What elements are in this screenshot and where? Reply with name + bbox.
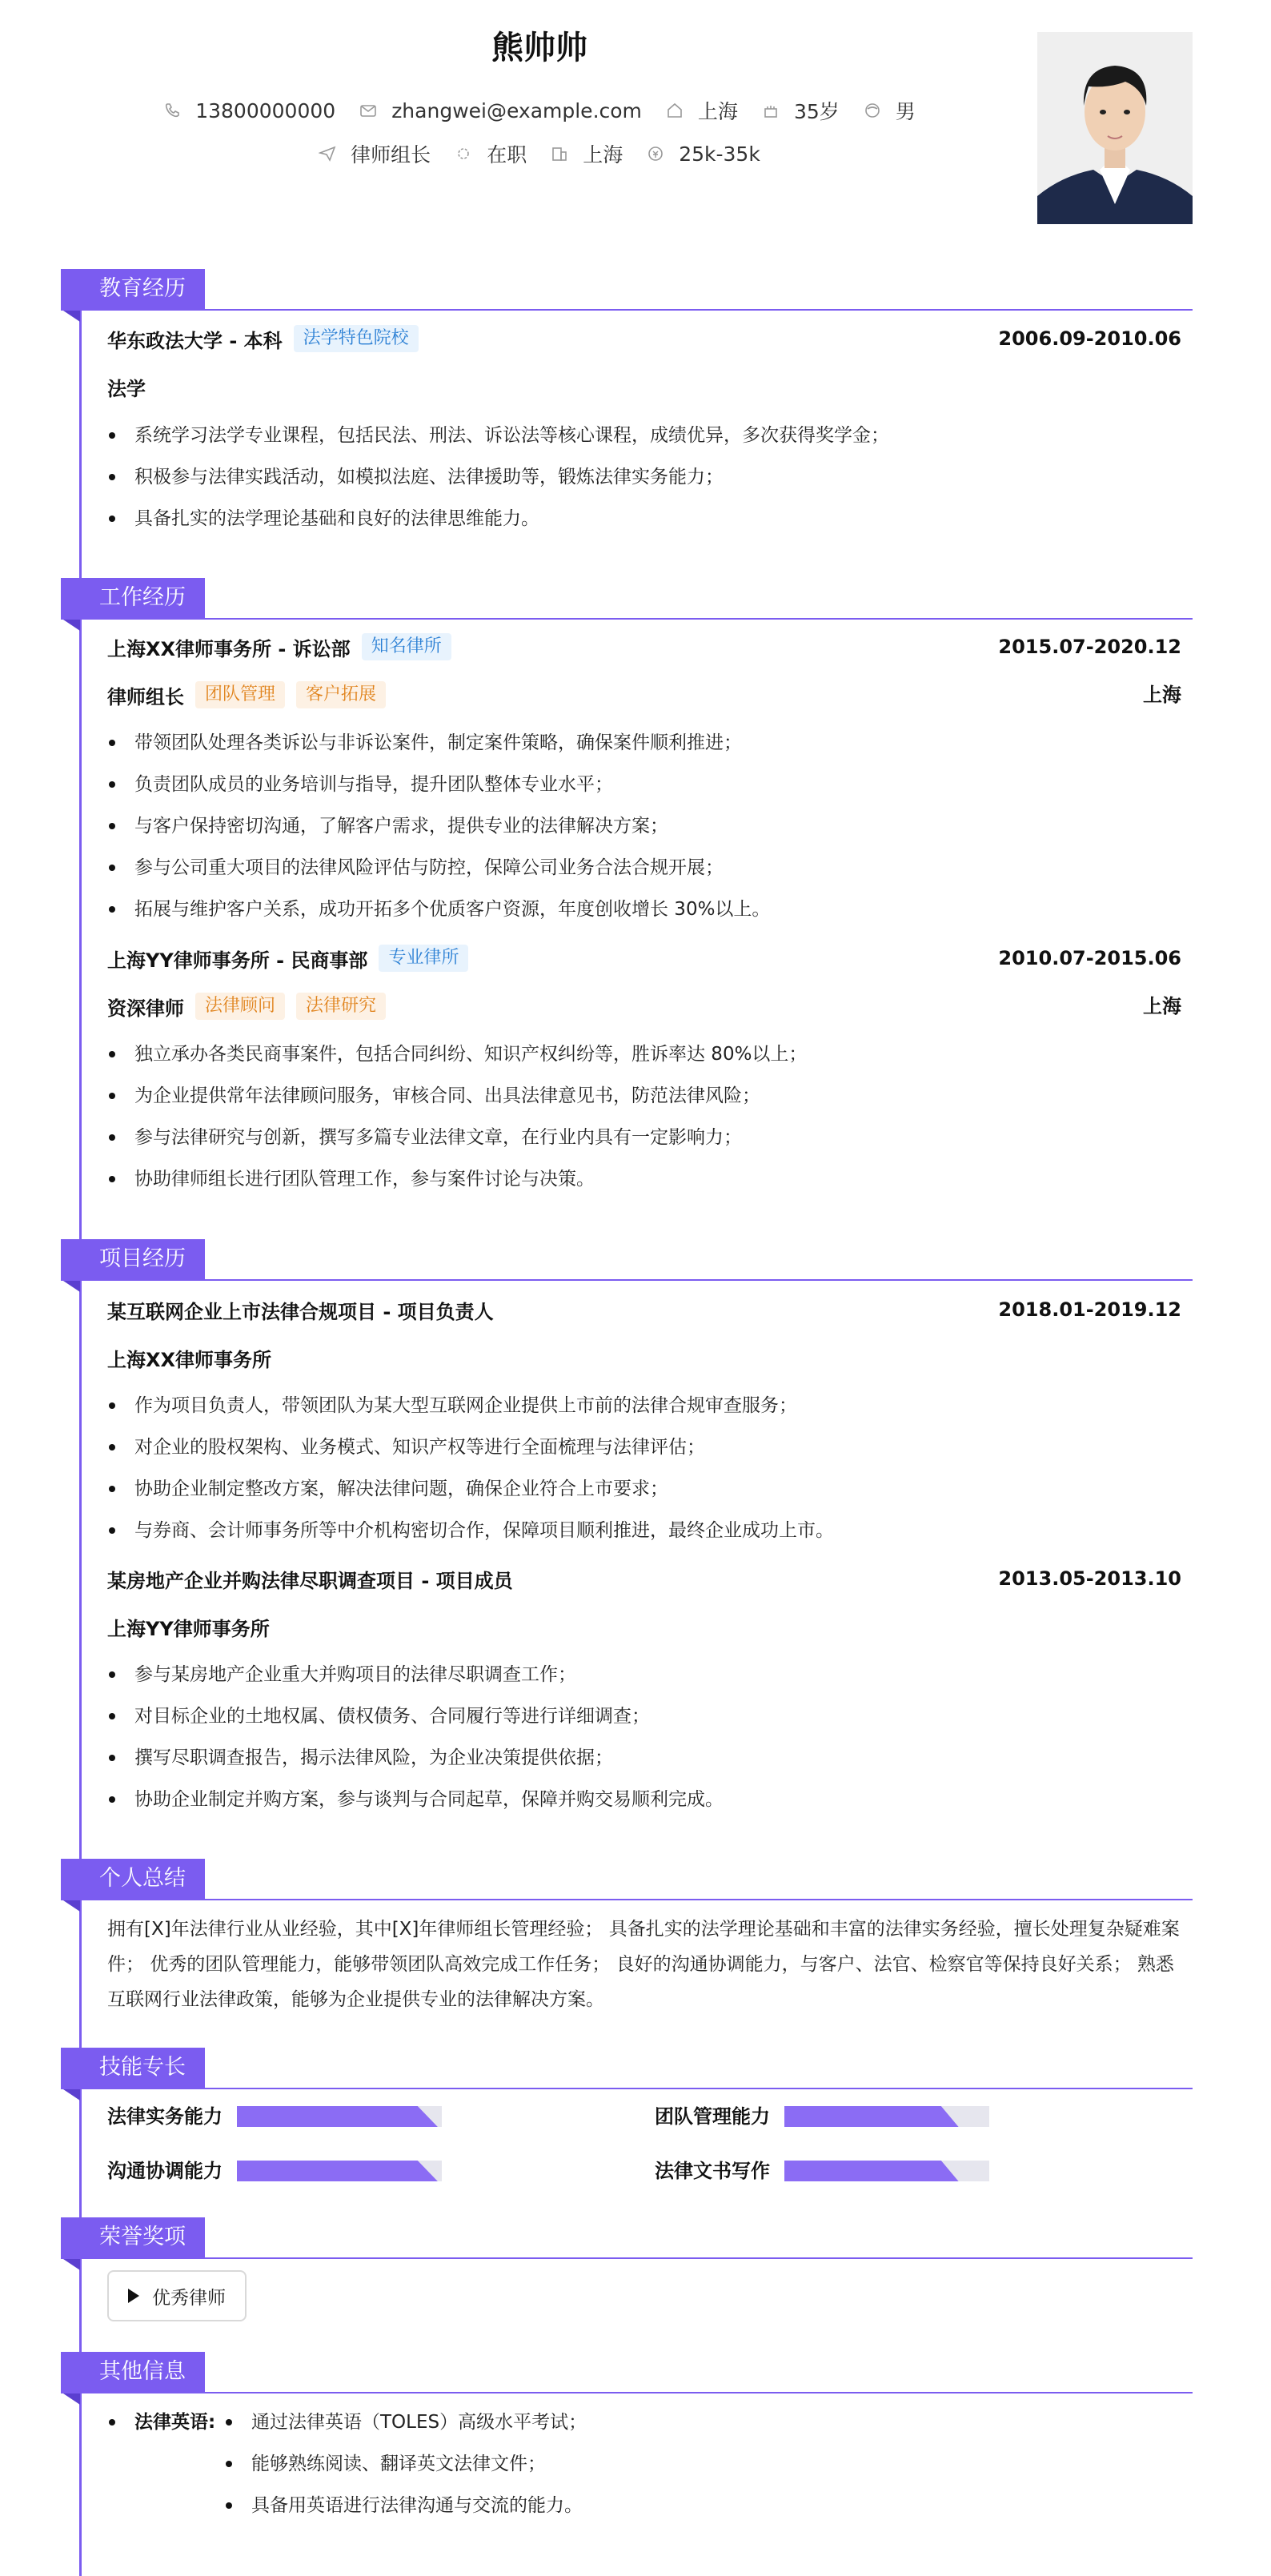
- skill-bar: [237, 2106, 442, 2127]
- position-text: 律师组长: [351, 143, 431, 167]
- gender-text: 男: [895, 100, 916, 123]
- section-divider: [61, 2257, 1193, 2259]
- list-item: 具备扎实的法学理论基础和良好的法律思维能力。: [107, 498, 889, 540]
- avatar: [1037, 32, 1193, 224]
- other-label: 法律英语:: [107, 2401, 215, 2443]
- project-1-org: 上海XX律师事务所: [107, 1348, 272, 1371]
- project-2-bullets: [107, 1654, 724, 1820]
- project-1-title: 某互联网企业上市法律合规项目 - 项目负责人: [107, 1300, 494, 1323]
- building-icon: [551, 145, 568, 163]
- list-item: 带领团队处理各类诉讼与非诉讼案件，制定案件策略，确保案件顺利推进；: [107, 722, 770, 764]
- list-item: 具备用英语进行法律沟通与交流的能力。: [224, 2485, 587, 2526]
- list-item: 参与公司重大项目的法律风险评估与防控，保障公司业务合法合规开展；: [107, 847, 770, 889]
- section-project-header: [61, 1239, 205, 1279]
- project-2-date: 2013.05-2013.10: [998, 1567, 1181, 1590]
- job-intent-row: [0, 138, 1079, 170]
- list-item: 参与某房地产企业重大并购项目的法律尽职调查工作；: [107, 1654, 724, 1695]
- skill-bar-fill: [237, 2106, 438, 2127]
- list-item: 撰写尽职调查报告，揭示法律风险，为企业决策提供依据；: [107, 1737, 724, 1779]
- age-item: [762, 96, 840, 125]
- ribbon-fold: [61, 2088, 80, 2101]
- company-name: 上海YY律师事务所 - 民商事部: [107, 949, 368, 972]
- list-item: 参与法律研究与创新，撰写多篇专业法律文章，在行业内具有一定影响力；: [107, 1117, 807, 1158]
- summary-text: 拥有[X]年法律行业从业经验，其中[X]年律师组长管理经验； 具备扎实的法学理论基础和丰富的法律实务经验，擅长处理复杂疑难案件； 优秀的团队管理能力，能够带领团队高效完成工作任务； 良好的沟通协调能力，与客户、法官、检察官等保持良好关系； 熟悉互联网行业法律政策，能够为企业提供专业的法律解决方案。: [107, 1919, 1180, 2010]
- section-divider: [61, 2088, 1193, 2089]
- phone-icon: [163, 102, 181, 119]
- skill-bar: [784, 2106, 989, 2127]
- section-skills-title: 技能专长: [99, 2055, 186, 2080]
- salary-item: [647, 142, 760, 166]
- skill-name: 沟通协调能力: [107, 2160, 223, 2182]
- education-bullets: [107, 415, 889, 540]
- role-tag: 法律顾问: [195, 993, 285, 1020]
- position-item: [319, 139, 431, 168]
- work-entry-1-company: [107, 632, 451, 661]
- education-date: 2006.09-2010.06: [998, 327, 1181, 350]
- skill-bar-fill: [784, 2161, 959, 2181]
- project-1-bullets: [107, 1385, 834, 1551]
- work-entry-2-bullets: [107, 1033, 807, 1200]
- project-2-org: 上海YY律师事务所: [107, 1617, 270, 1640]
- status-item: [455, 139, 527, 168]
- email-text: zhangwei@example.com: [391, 98, 642, 122]
- skill-bar: [237, 2161, 442, 2181]
- section-summary-title: 个人总结: [99, 1866, 186, 1891]
- list-item: 系统学习法学专业课程，包括民法、刑法、诉讼法等核心课程，成绩优异，多次获得奖学金；: [107, 415, 889, 456]
- ribbon-fold: [61, 618, 80, 631]
- ribbon-fold: [61, 1899, 80, 1912]
- section-summary-header: [61, 1859, 205, 1899]
- section-divider: [61, 1279, 1193, 1281]
- section-skills-header: [61, 2048, 205, 2088]
- age-text: 35岁: [793, 100, 840, 123]
- role-title: 律师组长: [107, 685, 184, 708]
- section-honors-title: 荣誉奖项: [99, 2225, 186, 2249]
- list-item: 对目标企业的土地权属、债权债务、合同履行等进行详细调查；: [107, 1695, 724, 1737]
- section-honors-header: [61, 2217, 205, 2257]
- honor-item: [107, 2270, 247, 2321]
- candidate-name: 熊帅帅: [491, 30, 587, 66]
- skill-name: 团队管理能力: [655, 2105, 770, 2128]
- salary-icon: [647, 145, 664, 163]
- school-name: 华东政法大学 - 本科: [107, 329, 283, 352]
- ribbon-fold: [61, 2257, 80, 2270]
- section-divider: [61, 309, 1193, 311]
- work-entry-1-date: 2015.07-2020.12: [998, 636, 1181, 658]
- list-item: 拓展与维护客户关系，成功开拓多个优质客户资源，年度创收增长 30%以上。: [107, 889, 770, 930]
- section-divider: [61, 1899, 1193, 1900]
- work-entry-2-date: 2010.07-2015.06: [998, 947, 1181, 969]
- role-tag: 法律研究: [296, 993, 386, 1020]
- home-icon: [666, 102, 684, 119]
- list-item: 作为项目负责人，带领团队为某大型互联网企业提供上市前的法律合规审查服务；: [107, 1385, 834, 1426]
- city-text: 上海: [697, 100, 738, 123]
- section-project-title: 项目经历: [99, 1246, 186, 1271]
- list-item: 对企业的股权架构、业务模式、知识产权等进行全面梳理与法律评估；: [107, 1426, 834, 1468]
- target-city-item: [551, 139, 623, 168]
- list-item: 为企业提供常年法律顾问服务，审核合同、出具法律意见书，防范法律风险；: [107, 1075, 807, 1117]
- work-entry-1-role: [107, 680, 386, 709]
- skill-bar: [784, 2161, 989, 2181]
- education-school: [107, 324, 419, 353]
- work-entry-1-location: 上海: [1143, 684, 1181, 706]
- work-entry-2-role: [107, 992, 386, 1021]
- company-tag: 知名律所: [362, 633, 451, 660]
- company-name: 上海XX律师事务所 - 诉讼部: [107, 637, 351, 660]
- list-item: 与客户保持密切沟通，了解客户需求，提供专业的法律解决方案；: [107, 805, 770, 847]
- ribbon-fold: [61, 2392, 80, 2405]
- honor-label: 优秀律师: [152, 2287, 226, 2309]
- work-entry-1-bullets: [107, 722, 770, 930]
- list-item: 协助企业制定并购方案，参与谈判与合同起草，保障并购交易顺利完成。: [107, 1779, 724, 1820]
- project-2-title: 某房地产企业并购法律尽职调查项目 - 项目成员: [107, 1569, 513, 1592]
- target-city-text: 上海: [583, 143, 623, 167]
- city-item: [666, 96, 738, 125]
- section-work-header: [61, 578, 205, 618]
- section-education-header: [61, 269, 205, 309]
- work-entry-2-location: 上海: [1143, 995, 1181, 1017]
- ribbon-fold: [61, 1279, 80, 1292]
- school-tag: 法学特色院校: [294, 325, 419, 352]
- role-title: 资深律师: [107, 997, 184, 1020]
- work-entry-2-company: [107, 944, 468, 973]
- section-divider: [61, 2392, 1193, 2393]
- gender-icon: [864, 102, 881, 119]
- age-icon: [762, 102, 780, 119]
- list-item: 能够熟练阅读、翻译英文法律文件；: [224, 2443, 587, 2485]
- section-other-title: 其他信息: [99, 2359, 186, 2384]
- status-icon: [455, 145, 472, 163]
- section-divider: [61, 618, 1193, 620]
- ribbon-fold: [61, 309, 80, 322]
- list-item: 与券商、会计师事务所等中介机构密切合作，保障项目顺利推进，最终企业成功上市。: [107, 1510, 834, 1551]
- list-item: 协助企业制定整改方案，解决法律问题，确保企业符合上市要求；: [107, 1468, 834, 1510]
- list-item: 积极参与法律实践活动，如模拟法庭、法律援助等，锻炼法律实务能力；: [107, 456, 889, 498]
- skill-name: 法律文书写作: [655, 2160, 770, 2182]
- company-tag: 专业律所: [379, 945, 468, 972]
- skill-name: 法律实务能力: [107, 2105, 223, 2128]
- gender-item: [864, 96, 916, 125]
- education-major: 法学: [107, 377, 146, 400]
- email-item: [359, 99, 642, 122]
- list-item: 协助律师组长进行团队管理工作，参与案件讨论与决策。: [107, 1158, 807, 1200]
- section-other-header: [61, 2352, 205, 2392]
- other-bullets: [224, 2401, 587, 2526]
- phone-text: 13800000000: [195, 98, 336, 122]
- phone-item: [163, 99, 335, 122]
- salary-text: 25k-35k: [679, 142, 760, 166]
- status-text: 在职: [487, 143, 527, 167]
- role-tag: 客户拓展: [296, 681, 386, 708]
- role-tag: 团队管理: [195, 681, 285, 708]
- project-1-date: 2018.01-2019.12: [998, 1298, 1181, 1321]
- contact-row: [0, 94, 1079, 126]
- section-work-title: 工作经历: [99, 585, 186, 610]
- send-icon: [319, 145, 336, 163]
- skill-bar-fill: [784, 2106, 959, 2127]
- list-item: 负责团队成员的业务培训与指导，提升团队整体专业水平；: [107, 764, 770, 805]
- skill-bar-fill: [237, 2161, 438, 2181]
- list-item: 独立承办各类民商事案件，包括合同纠纷、知识产权纠纷等，胜诉率达 80%以上；: [107, 1033, 807, 1075]
- list-item: 通过法律英语（TOLES）高级水平考试；: [224, 2401, 587, 2443]
- mail-icon: [359, 102, 377, 119]
- play-icon: [128, 2289, 139, 2303]
- section-education-title: 教育经历: [99, 276, 186, 301]
